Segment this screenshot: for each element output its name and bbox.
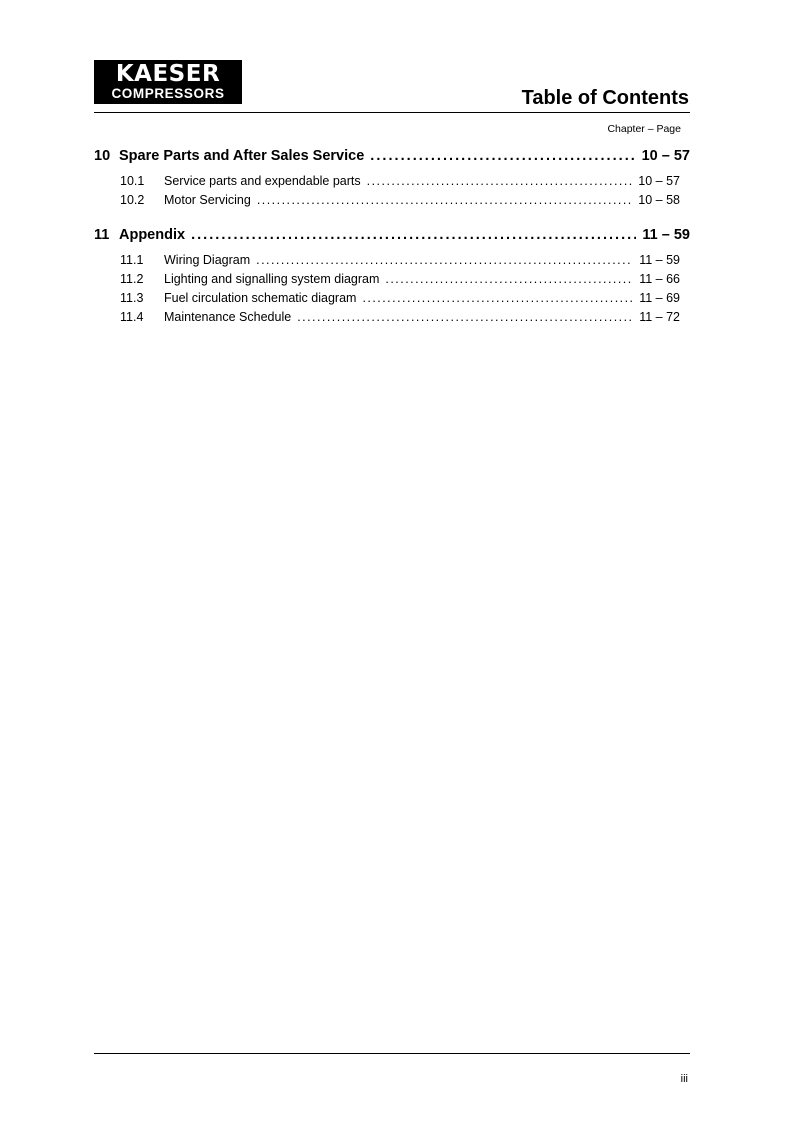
header-divider	[94, 112, 690, 113]
dot-leader	[256, 252, 633, 268]
column-label: Chapter – Page	[607, 123, 681, 135]
toc-entry-10[interactable]	[94, 147, 690, 165]
toc-page: 10 – 58	[638, 193, 680, 207]
page-title: Table of Contents	[521, 87, 689, 109]
toc-label: Maintenance Schedule	[164, 310, 292, 324]
dot-leader	[362, 290, 633, 306]
toc-page: 11 – 72	[639, 310, 680, 324]
logo-brand-subtitle: COMPRESSORS	[111, 86, 225, 101]
toc-label: Lighting and signalling system diagram	[164, 272, 380, 286]
toc-entry-11-2[interactable]	[120, 271, 680, 287]
toc-page: 11 – 69	[639, 291, 680, 305]
toc-page: 10 – 57	[638, 174, 680, 188]
toc-number: 10.1	[120, 174, 145, 188]
dot-leader	[257, 192, 632, 208]
dot-leader	[370, 147, 635, 165]
kaeser-logo	[94, 60, 242, 104]
toc-entry-11[interactable]	[94, 226, 690, 244]
dot-leader	[367, 173, 633, 189]
dot-leader	[385, 271, 633, 287]
toc-label: Wiring Diagram	[164, 253, 251, 267]
toc-entry-10-2[interactable]	[120, 192, 680, 208]
toc-entry-11-1[interactable]	[120, 252, 680, 268]
dot-leader	[191, 226, 636, 244]
page-number: iii	[680, 1073, 688, 1085]
toc-entry-11-4[interactable]	[120, 309, 680, 325]
toc-page: 11 – 59	[642, 227, 690, 243]
logo-brand-name: KAESER	[115, 61, 221, 87]
toc-page: 11 – 59	[639, 253, 680, 267]
toc-number: 11.3	[120, 291, 144, 305]
toc-number: 11.4	[120, 310, 144, 324]
toc-number: 10.2	[120, 193, 145, 207]
toc-number: 11	[94, 227, 110, 243]
toc-label: Spare Parts and After Sales Service	[119, 148, 365, 164]
toc-label: Appendix	[119, 227, 186, 243]
toc-entry-11-3[interactable]	[120, 290, 680, 306]
toc-number: 11.1	[120, 253, 144, 267]
toc-page: 10 – 57	[641, 148, 690, 164]
footer-divider	[94, 1053, 690, 1054]
toc-label: Service parts and expendable parts	[164, 174, 361, 188]
toc-page: 11 – 66	[639, 272, 680, 286]
toc-label: Motor Servicing	[164, 193, 251, 207]
toc-label: Fuel circulation schematic diagram	[164, 291, 357, 305]
toc-entry-10-1[interactable]	[120, 173, 680, 189]
toc-number: 11.2	[120, 272, 144, 286]
toc-number: 10	[94, 148, 111, 164]
dot-leader	[297, 309, 633, 325]
